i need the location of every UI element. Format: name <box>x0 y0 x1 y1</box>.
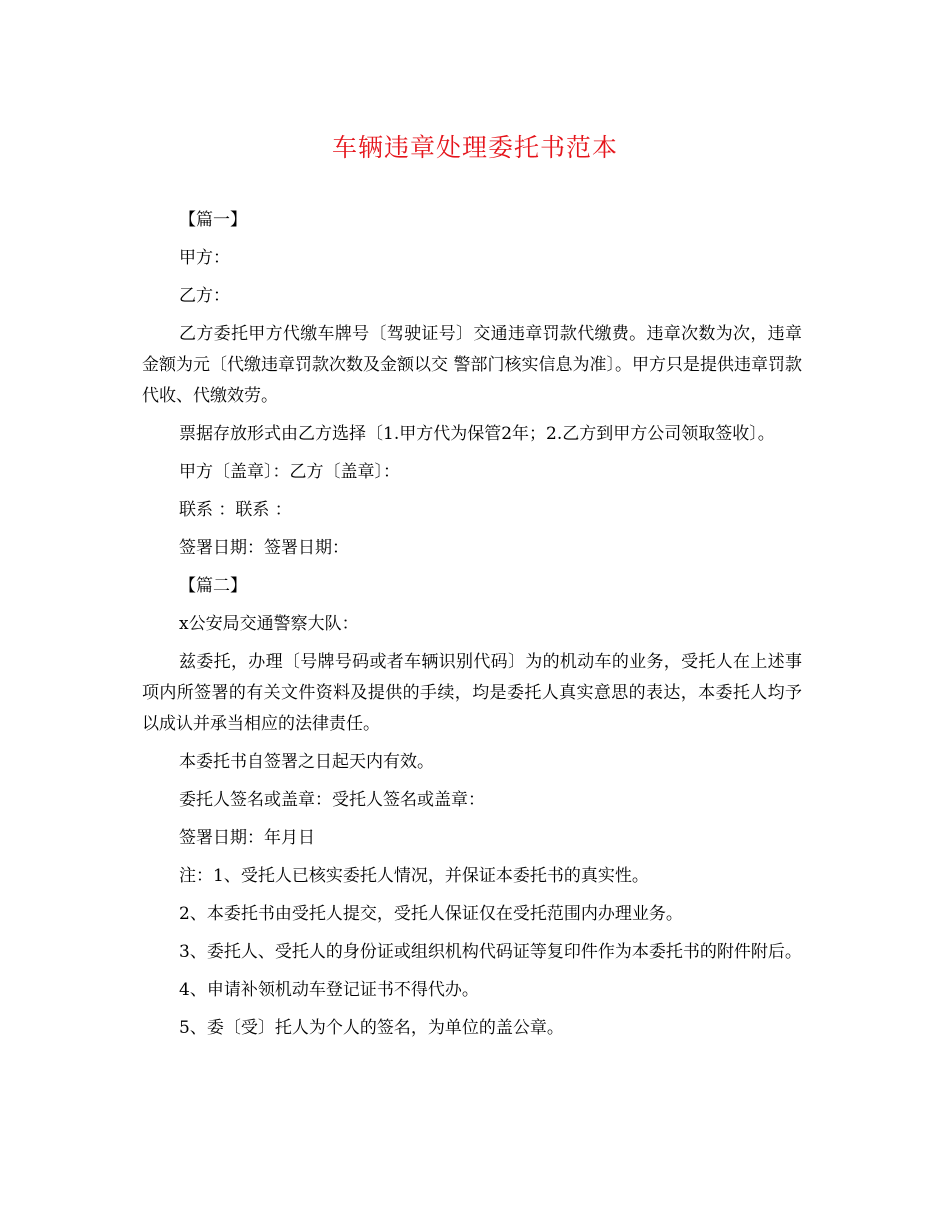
addressee-line: x公安局交通警察大队： <box>179 614 359 634</box>
document-body <box>142 205 802 1051</box>
note-item-3: 3、委托人、受托人的身份证或组织机构代码证等复印件作为本委托书的附件附后。 <box>179 942 802 962</box>
date-line: 签署日期：年月日 <box>179 828 315 848</box>
signing-date-line: 签署日期：签署日期： <box>179 538 349 558</box>
note-item-2: 2、本委托书由受托人提交，受托人保证仅在受托范围内办理业务。 <box>179 904 683 924</box>
seal-line: 甲方〔盖章〕：乙方〔盖章〕： <box>179 462 400 482</box>
validity-line: 本委托书自签署之日起天内有效。 <box>179 752 434 772</box>
signature-line: 委托人签名或盖章：受托人签名或盖章： <box>179 790 485 810</box>
section-heading-1: 【篇一】 <box>179 210 247 230</box>
note-item-5: 5、委〔受〕托人为个人的签名，为单位的盖公章。 <box>179 1018 564 1038</box>
section-heading-2: 【篇二】 <box>179 576 247 596</box>
note-item-1: 注：1、受托人已核实委托人情况，并保证本委托书的真实性。 <box>179 866 649 886</box>
document-title: 车辆违章处理委托书范本 <box>331 133 618 162</box>
party-b-line: 乙方： <box>179 286 230 306</box>
authorization-paragraph: 兹委托，办理〔号牌号码或者车辆识别代码〕为的机动车的业务，受托人在上述事项内所签署的有关文件资料及提供的手续，均是委托人真实意思的表达，本委托人均予以成认并承当相应的法律责任。 <box>142 652 802 734</box>
contact-line: 联系 ：联系 ： <box>179 500 292 520</box>
note-item-4: 4、申请补领机动车登记证书不得代办。 <box>179 980 479 1000</box>
agreement-paragraph: 乙方委托甲方代缴车牌号〔驾驶证号〕交通违章罚款代缴费。违章次数为次，违章金额为元〔代缴违章罚款次数及金额以交 警部门核实信息为准〕。甲方只是提供违章罚款代收、代缴效劳。 <box>142 324 802 406</box>
receipt-storage-paragraph: 票据存放形式由乙方选择〔1.甲方代为保管2年；2.乙方到甲方公司领取签收〕。 <box>179 424 775 444</box>
party-a-line: 甲方： <box>179 248 230 268</box>
